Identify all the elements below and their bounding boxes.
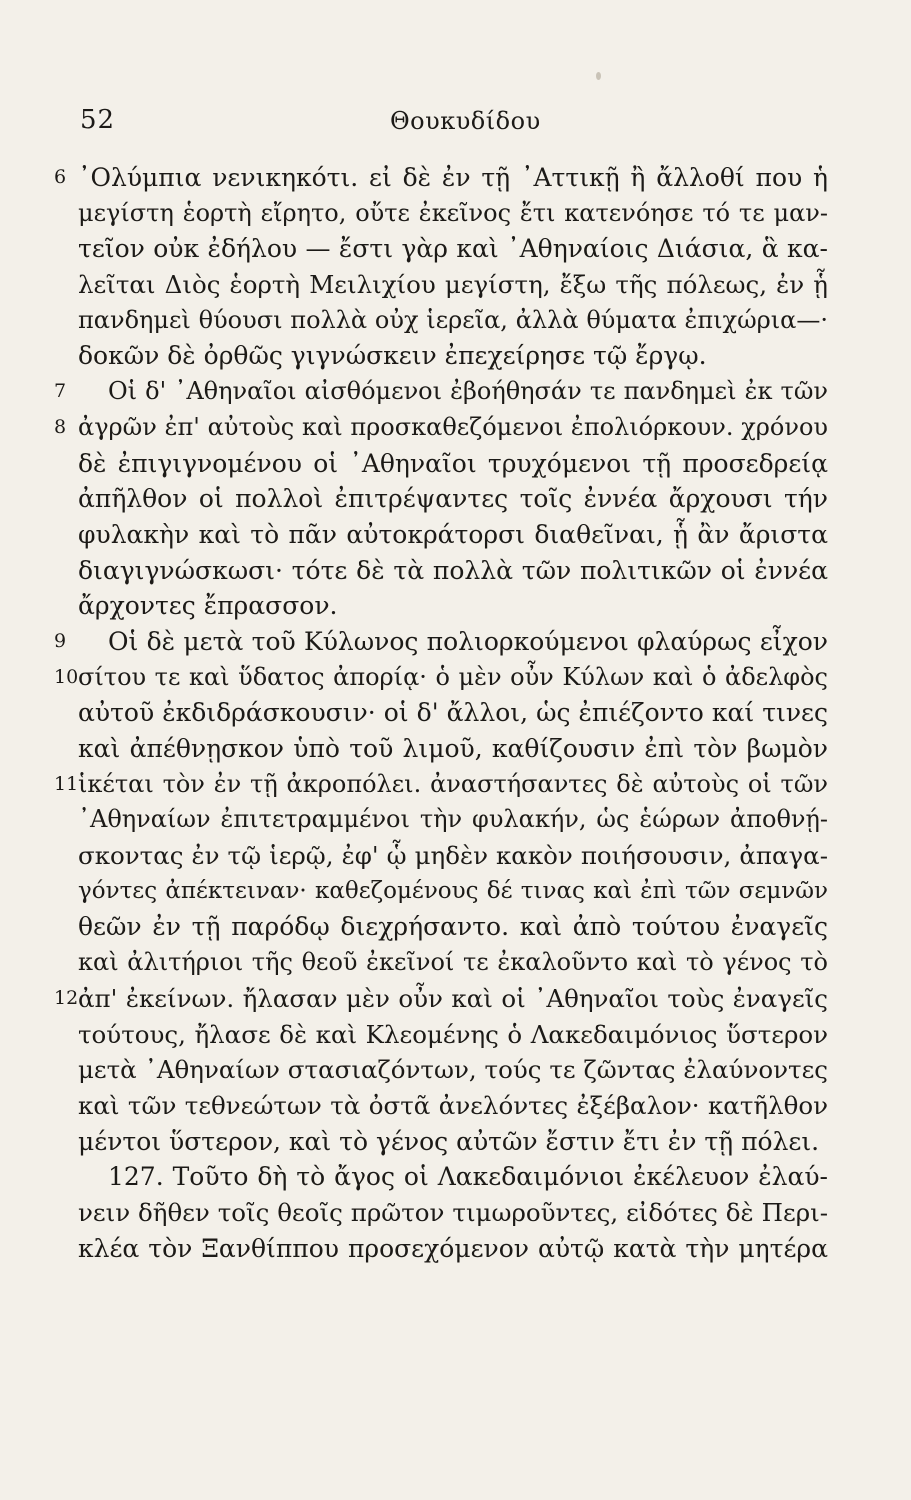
line-text: τούτους, ἤλασε δὲ καὶ Κλεομένης ὁ Λακεδαιμόνιος ὕστερον [78,1019,828,1049]
text-line [78,1052,828,1088]
section-number: 9 [54,629,67,652]
section-number: 7 [54,380,67,403]
line-text: φυλακὴν καὶ τὸ πᾶν αὐτοκράτορσι διαθεῖναι, ᾗ ἂν ἄριστα [78,519,828,549]
text-line [78,481,828,517]
text-line [78,303,828,339]
line-text: Οἱ δ' ᾿Αθηναῖοι αἰσθόμενοι ἐβοήθησάν τε πανδημεὶ ἐκ τῶν [108,377,828,406]
line-text: καὶ ἀλιτήριοι τῆς θεοῦ ἐκεῖνοί τε ἐκαλοῦντο καὶ τὸ γένος τὸ [78,948,828,977]
line-text: μετὰ ᾿Αθηναίων στασιαζόντων, τούς τε ζῶντας ἐλαύνοντες [78,1055,828,1085]
text-line [78,267,828,303]
line-text: τεῖον οὐκ ἐδήλου — ἔστι γὰρ καὶ ᾿Αθηναίοις Διάσια, ἃ κα- [78,234,828,264]
text-line [78,231,828,267]
line-text: ᾿Ολύμπια νενικηκότι. εἰ δὲ ἐν τῇ ᾿Αττικῇ ἢ ἄλλοθί που ἡ [78,163,828,192]
text-line [54,660,828,696]
line-text: Οἱ δὲ μετὰ τοῦ Κύλωνος πολιορκούμενοι φλαύρως εἶχον [108,626,828,656]
text-line [78,1017,828,1053]
section-number: 10 [54,665,79,688]
line-text: θεῶν ἐν τῇ παρόδῳ διεχρήσαντο. καὶ ἀπὸ τούτου ἐναγεῖς [78,912,828,942]
line-text: σίτου τε καὶ ὕδατος ἀπορίᾳ· ὁ μὲν οὖν Κύλων καὶ ὁ ἀδελφὸς [78,662,828,691]
text-line [78,731,828,767]
line-text: πανδημεὶ θύουσι πολλὰ οὐχ ἱερεῖα, ἀλλὰ θύματα ἐπιχώρια—· [78,305,828,334]
text-line [78,588,828,624]
section-number: 12 [54,986,79,1009]
text-line [78,1088,828,1124]
line-text: ᾿Αθηναίων ἐπιτετραμμένοι τὴν φυλακήν, ὡς ἑώρων ἀποθνῄ- [78,805,828,834]
line-text: δὲ ἐπιγιγνομένου οἱ ᾿Αθηναῖοι τρυχόμενοι τῇ προσεδρείᾳ [78,448,828,478]
text-line [78,1195,828,1231]
text-line [54,160,828,196]
section-number: 11 [54,772,79,795]
text-line [78,838,828,874]
text-line [78,874,828,910]
line-text: δοκῶν δὲ ὀρθῶς γιγνώσκειν ἐπεχείρησε τῷ ἔργῳ. [78,341,707,371]
text-line [78,1159,828,1195]
line-text: λεῖται Διὸς ἑορτὴ Μειλιχίου μεγίστη, ἔξω τῆς πόλεως, ἐν ᾗ [78,270,828,300]
line-text: νειν δῆθεν τοῖς θεοῖς πρῶτον τιμωροῦντες, εἰδότες δὲ Περι- [78,1197,828,1227]
text-line [78,695,828,731]
section-number: 6 [54,166,67,188]
text-line [78,196,828,232]
line-text: ἀπ' ἐκείνων. ἤλασαν μὲν οὖν καὶ οἱ ᾿Αθηναῖοι τοὺς ἐναγεῖς [78,983,828,1013]
text-line [54,624,828,660]
body-text [54,160,828,1266]
text-line [78,1231,828,1267]
text-line [54,981,828,1017]
line-text: ἱκέται τὸν ἐν τῇ ἀκροπόλει. ἀναστήσαντες δὲ αὐτοὺς οἱ τῶν [78,769,828,798]
text-line [54,767,828,803]
text-line [78,338,828,374]
page-number: 52 [80,105,116,135]
line-text: ἀπῆλθον οἱ πολλοὶ ἐπιτρέψαντες τοῖς ἐννέα ἄρχουσι τήν [78,484,828,514]
line-text: καὶ τῶν τεθνεώτων τὰ ὀστᾶ ἀνελόντες ἐξέβαλον· κατῆλθον [78,1090,828,1120]
paper-speck [596,72,601,80]
text-line [54,374,828,410]
line-text: σκοντας ἐν τῷ ἱερῷ, ἐφ' ᾧ μηδὲν κακὸν ποιήσουσιν, ἀπαγα- [78,841,828,871]
line-text: κλέα τὸν Ξανθίππου προσεχόμενον αὐτῷ κατὰ τὴν μητέρα [78,1233,828,1263]
line-text: ἄρχοντες ἔπρασσον. [78,591,338,621]
text-line [78,945,828,981]
line-text: μέντοι ὕστερον, καὶ τὸ γένος αὐτῶν ἔστιν ἔτι ἐν τῇ πόλει. [78,1126,820,1156]
line-text: μεγίστη ἑορτὴ εἴρητο, οὔτε ἐκεῖνος ἔτι κατενόησε τό τε μαν- [78,198,828,227]
page-header [80,105,860,145]
text-line [78,553,828,589]
text-line [78,1124,828,1160]
text-line [78,909,828,945]
section-number: 8 [54,415,67,438]
text-line [78,446,828,482]
line-text: καὶ ἀπέθνῃσκον ὑπὸ τοῦ λιμοῦ, καθίζουσιν ἐπὶ τὸν βωμὸν [78,734,828,763]
line-text: γόντες ἀπέκτειναν· καθεζομένους δέ τινας καὶ ἐπὶ τῶν σεμνῶν [78,877,828,904]
text-line [78,517,828,553]
line-text: ἀγρῶν ἐπ' αὐτοὺς καὶ προσκαθεζόμενοι ἐπολιόρκουν. χρόνου [78,412,828,441]
text-line [78,802,828,838]
line-text: αὐτοῦ ἐκδιδράσκουσιν· οἱ δ' ἄλλοι, ὡς ἐπιέζοντο καί τινες [78,698,828,728]
running-title: Θουκυδίδου [390,107,541,135]
line-text: διαγιγνώσκωσι· τότε δὲ τὰ πολλὰ τῶν πολιτικῶν οἱ ἐννέα [78,555,828,585]
line-text: 127. Τοῦτο δὴ τὸ ἄγος οἱ Λακεδαιμόνιοι ἐκέλευον ἐλαύ- [108,1162,828,1192]
text-line [54,410,828,446]
